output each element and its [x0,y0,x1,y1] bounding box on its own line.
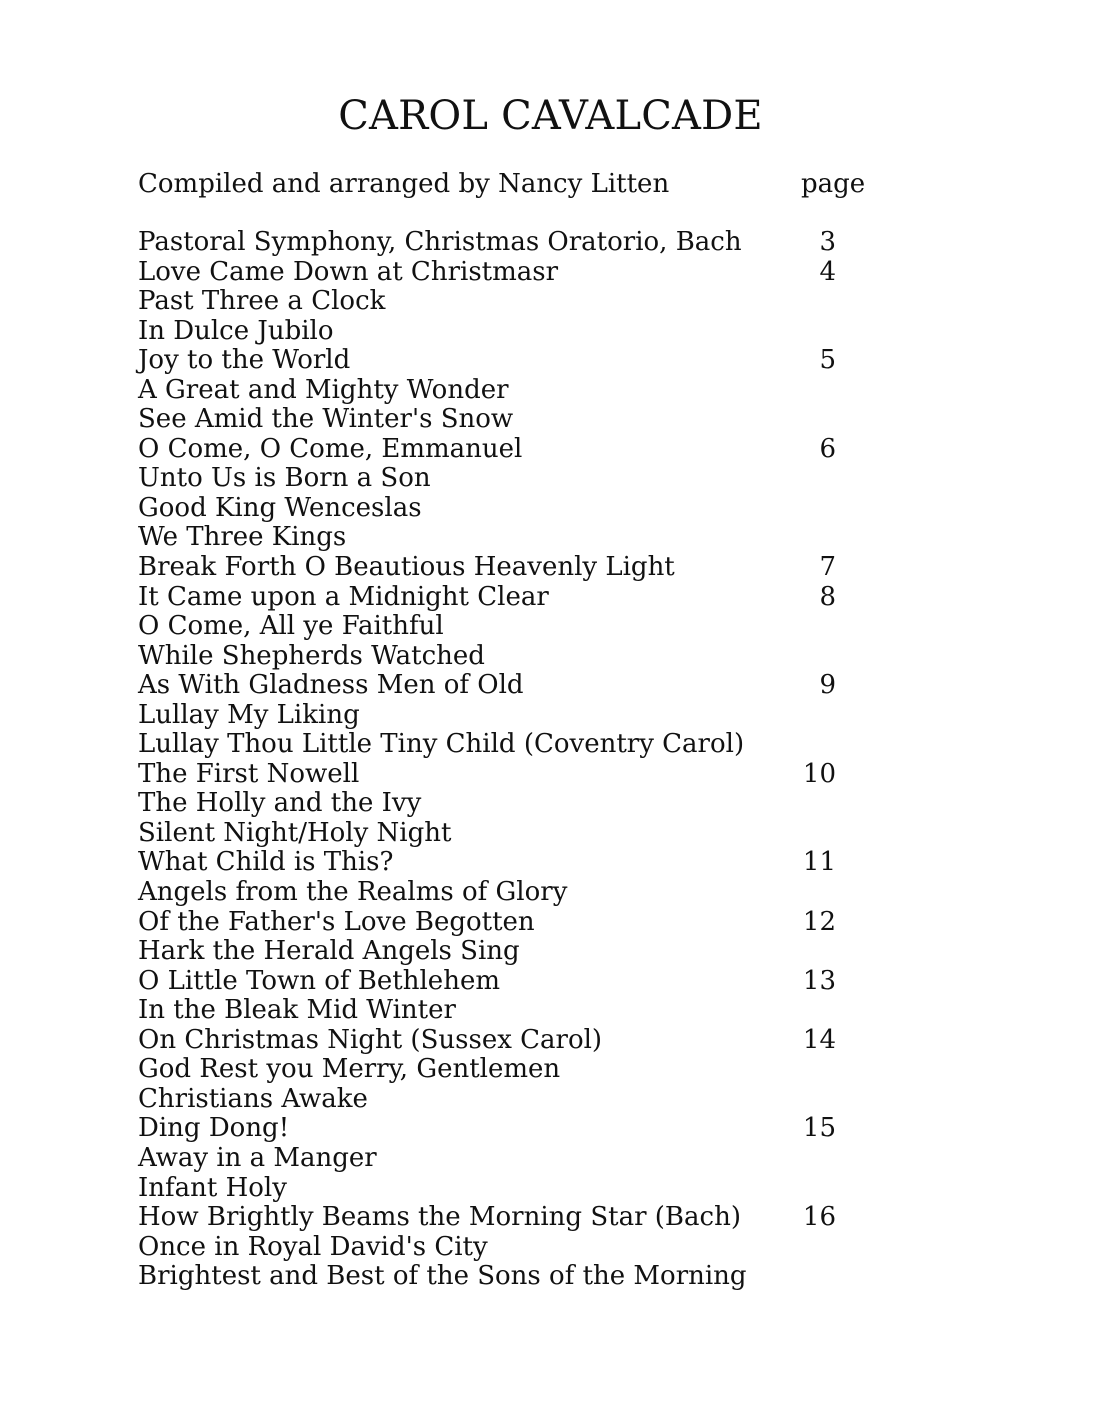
carol-title: In Dulce Jubilo [138,315,334,346]
carol-title: God Rest you Merry, Gentlemen [138,1054,561,1085]
toc-entry [138,760,878,790]
carol-title: In the Bleak Mid Winter [138,995,456,1026]
toc-entry [138,937,878,967]
page-number: 5 [819,345,836,376]
carol-title: Once in Royal David's City [138,1231,488,1262]
toc-entry [138,1174,878,1204]
carol-title: Hark the Herald Angels Sing [138,936,520,967]
carol-title: Joy to the World [138,345,351,376]
page-number: 3 [819,227,836,257]
page-column-header: page [801,169,866,199]
page-number: 14 [802,1024,836,1055]
compiler-credit: Compiled and arranged by Nancy Litten [138,169,670,199]
toc-entry [138,701,878,731]
carol-title: Brightest and Best of the Sons of the Morning [138,1261,747,1292]
toc-entry [138,1026,878,1056]
carol-title: Away in a Manger [138,1142,377,1173]
toc-entry [138,287,878,317]
carol-title: Ding Dong! [138,1113,290,1144]
carol-title: Lullay My Liking [138,699,360,730]
page-number: 15 [802,1113,836,1144]
page-number: 16 [802,1202,836,1233]
page-number: 7 [819,552,836,583]
toc-entry [138,583,878,613]
carol-title: Angels from the Realms of Glory [138,877,568,908]
page-number: 11 [802,847,836,878]
toc-entry [138,1085,878,1115]
toc-entry [138,435,878,465]
page-number: 8 [819,581,836,612]
carol-title: A Great and Mighty Wonder [138,374,509,405]
toc-entry [138,523,878,553]
carol-title: The First Nowell [138,758,360,789]
carol-title: Lullay Thou Little Tiny Child (Coventry Carol) [138,729,745,760]
toc-entry [138,405,878,435]
toc-entry [138,612,878,642]
carol-title: What Child is This? [138,847,394,878]
carol-title: As With Gladness Men of Old [138,670,524,701]
toc-entry [138,1055,878,1085]
carol-title: Good King Wenceslas [138,492,422,523]
page-number: 4 [819,256,836,287]
carol-title: Infant Holy [138,1172,287,1203]
carol-title: While Shepherds Watched [138,640,485,671]
carol-title: Pastoral Symphony, Christmas Oratorio, Bach [138,227,742,257]
toc-entry [138,258,878,288]
toc-entry [138,1262,878,1292]
page-number: 13 [802,965,836,996]
toc-entry [138,494,878,524]
toc-entry [138,228,878,258]
toc-entry [138,789,878,819]
carol-title: Unto Us is Born a Son [138,463,431,494]
carol-title: O Come, All ye Faithful [138,611,444,642]
toc-entry [138,464,878,494]
toc-entry [138,908,878,938]
toc-entry [138,376,878,406]
carol-title: Love Came Down at Christmasr [138,256,559,287]
toc-entry [138,1144,878,1174]
toc-entry [138,967,878,997]
toc-entry [138,878,878,908]
toc-entry [138,553,878,583]
carol-title: It Came upon a Midnight Clear [138,581,549,612]
toc-entry [138,1233,878,1263]
page-number: 9 [819,670,836,701]
carol-title: Past Three a Clock [138,286,386,317]
carol-title: Of the Father's Love Begotten [138,906,535,937]
carol-title: On Christmas Night (Sussex Carol) [138,1024,603,1055]
table-of-contents [138,228,878,1292]
carol-title: Silent Night/Holy Night [138,817,452,848]
toc-entry [138,730,878,760]
carol-title: O Little Town of Bethlehem [138,965,500,996]
carol-title: The Holly and the Ivy [138,788,422,819]
carol-title: How Brightly Beams the Morning Star (Bach) [138,1202,741,1233]
page-title: CAROL CAVALCADE [338,93,763,139]
page-number: 6 [819,433,836,464]
toc-entry [138,671,878,701]
carol-title: See Amid the Winter's Snow [138,404,514,435]
toc-entry [138,346,878,376]
page-number: 12 [802,906,836,937]
page-number: 10 [802,758,836,789]
toc-entry [138,642,878,672]
toc-entry [138,996,878,1026]
credit-row [138,168,878,200]
carol-title: Christians Awake [138,1083,368,1114]
carol-title: O Come, O Come, Emmanuel [138,433,523,464]
carol-title: We Three Kings [138,522,347,553]
toc-entry [138,1203,878,1233]
toc-entry [138,317,878,347]
carol-title: Break Forth O Beautious Heavenly Light [138,552,675,583]
toc-entry [138,848,878,878]
toc-entry [138,1114,878,1144]
toc-entry [138,819,878,849]
